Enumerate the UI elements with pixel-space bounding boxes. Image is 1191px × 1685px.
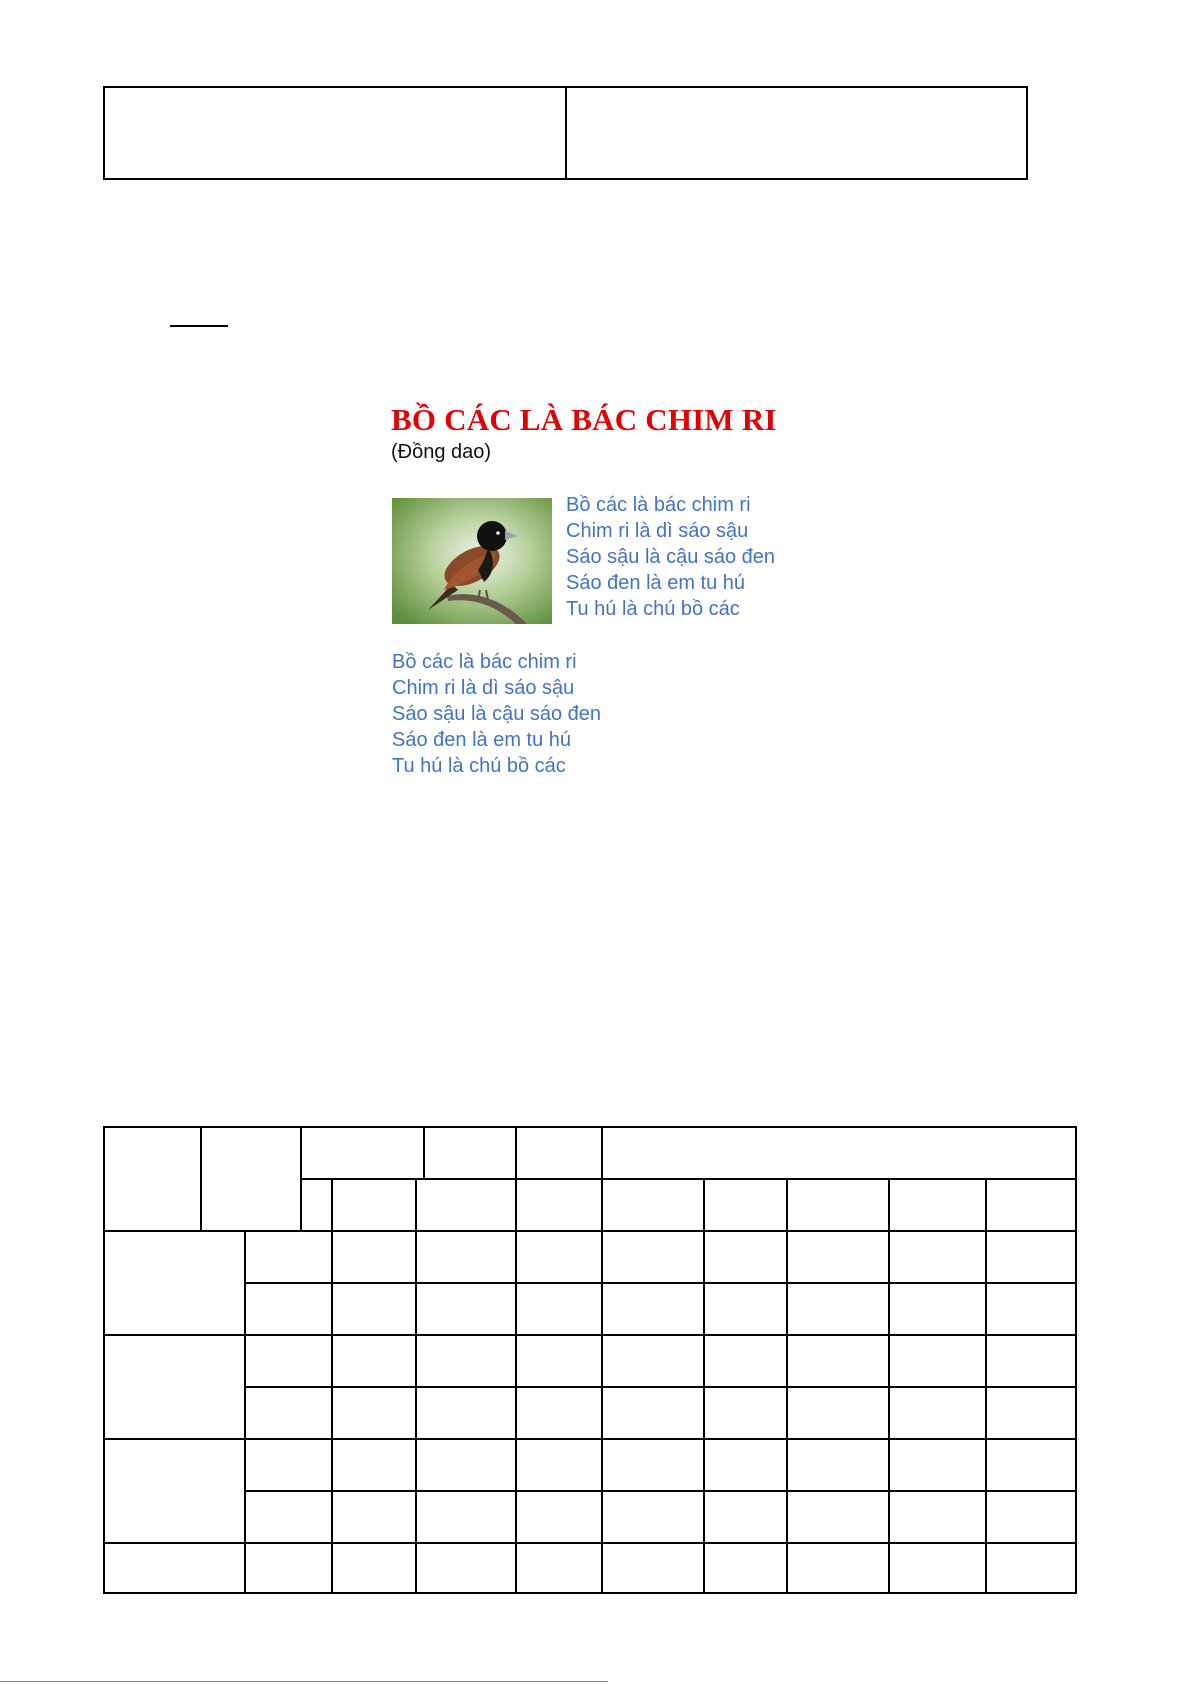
table-cell	[245, 1387, 332, 1439]
poem-subtitle: (Đồng dao)	[391, 441, 492, 463]
table-cell	[787, 1439, 889, 1491]
table-cell	[889, 1543, 986, 1593]
table-cell	[787, 1283, 889, 1335]
header-cell-left	[105, 88, 565, 178]
table-cell	[332, 1179, 416, 1231]
table-cell	[416, 1231, 516, 1283]
table-cell	[416, 1439, 516, 1491]
table-cell	[416, 1491, 516, 1543]
table-cell	[516, 1387, 602, 1439]
table-cell	[704, 1543, 787, 1593]
table-cell	[602, 1127, 1076, 1179]
table-cell	[104, 1127, 201, 1231]
table-cell	[889, 1335, 986, 1387]
table-cell	[986, 1543, 1076, 1593]
stanza-bottom	[392, 649, 601, 779]
table-cell	[704, 1179, 787, 1231]
table-cell	[602, 1231, 704, 1283]
table-cell	[332, 1543, 416, 1593]
table-cell	[416, 1543, 516, 1593]
table-cell	[516, 1439, 602, 1491]
table-cell	[416, 1335, 516, 1387]
empty-grid-table	[103, 1126, 1077, 1594]
table-cell	[704, 1283, 787, 1335]
table-cell	[889, 1439, 986, 1491]
table-cell	[602, 1543, 704, 1593]
table-cell	[704, 1439, 787, 1491]
table-cell	[787, 1543, 889, 1593]
verse-line: Tu hú là chú bồ các	[566, 598, 740, 620]
table-cell	[516, 1543, 602, 1593]
table-row-label	[104, 1231, 245, 1335]
table-cell	[787, 1179, 889, 1231]
verse-line: Sáo đen là em tu hú	[392, 729, 572, 751]
table-cell	[332, 1439, 416, 1491]
table-cell	[516, 1335, 602, 1387]
table-cell	[602, 1491, 704, 1543]
table-cell	[602, 1387, 704, 1439]
underline-mark	[170, 325, 228, 327]
table-cell	[986, 1439, 1076, 1491]
verse-line: Sáo sậu là cậu sáo đen	[392, 703, 602, 725]
table-cell	[516, 1231, 602, 1283]
table-cell	[516, 1491, 602, 1543]
table-cell	[245, 1439, 332, 1491]
table-cell	[889, 1387, 986, 1439]
table-cell	[416, 1283, 516, 1335]
bottom-rule	[0, 1681, 608, 1682]
verse-line: Bồ các là bác chim ri	[392, 651, 577, 673]
table-cell	[332, 1231, 416, 1283]
verse-line: Bồ các là bác chim ri	[566, 494, 751, 516]
table-cell	[416, 1387, 516, 1439]
table-cell	[424, 1127, 516, 1179]
table-cell	[332, 1335, 416, 1387]
table-cell	[516, 1283, 602, 1335]
table-cell	[889, 1491, 986, 1543]
verse-line: Tu hú là chú bồ các	[392, 755, 566, 777]
table-cell	[986, 1283, 1076, 1335]
table-cell	[245, 1543, 332, 1593]
table-cell	[516, 1127, 602, 1179]
table-cell	[332, 1387, 416, 1439]
verse-line: Chim ri là dì sáo sậu	[566, 520, 749, 542]
table-row-label	[104, 1335, 245, 1439]
table-cell	[332, 1283, 416, 1335]
table-cell	[704, 1335, 787, 1387]
table-cell	[245, 1491, 332, 1543]
table-cell	[986, 1179, 1076, 1231]
table-cell	[602, 1179, 704, 1231]
table-cell	[986, 1491, 1076, 1543]
table-cell	[245, 1335, 332, 1387]
table-cell	[889, 1283, 986, 1335]
header-cell-right	[565, 88, 1027, 178]
table-cell	[602, 1283, 704, 1335]
header-table	[103, 86, 1028, 180]
table-cell	[787, 1335, 889, 1387]
table-cell	[704, 1231, 787, 1283]
table-cell	[986, 1387, 1076, 1439]
stanza-right	[566, 492, 775, 622]
table-row-label	[104, 1543, 245, 1593]
table-cell	[787, 1231, 889, 1283]
table-cell	[602, 1335, 704, 1387]
table-cell	[602, 1439, 704, 1491]
bird-illustration	[392, 498, 552, 624]
table-cell	[516, 1179, 602, 1231]
verse-line: Sáo sậu là cậu sáo đen	[566, 546, 776, 568]
table-cell	[889, 1231, 986, 1283]
table-cell	[301, 1179, 332, 1231]
table-cell	[986, 1335, 1076, 1387]
table-row-label	[104, 1439, 245, 1543]
table-cell	[787, 1387, 889, 1439]
table-cell	[787, 1491, 889, 1543]
table-cell	[201, 1127, 301, 1231]
bird-photo	[392, 498, 552, 624]
table-cell	[416, 1179, 516, 1231]
table-cell	[245, 1283, 332, 1335]
table-cell	[245, 1231, 332, 1283]
table-cell	[889, 1179, 986, 1231]
table-cell	[704, 1491, 787, 1543]
table-cell	[301, 1127, 424, 1179]
table-cell	[986, 1231, 1076, 1283]
poem-title: BỒ CÁC LÀ BÁC CHIM RI	[391, 402, 777, 437]
verse-line: Sáo đen là em tu hú	[566, 572, 746, 594]
table-cell	[704, 1387, 787, 1439]
table-cell	[332, 1491, 416, 1543]
verse-line: Chim ri là dì sáo sậu	[392, 677, 575, 699]
